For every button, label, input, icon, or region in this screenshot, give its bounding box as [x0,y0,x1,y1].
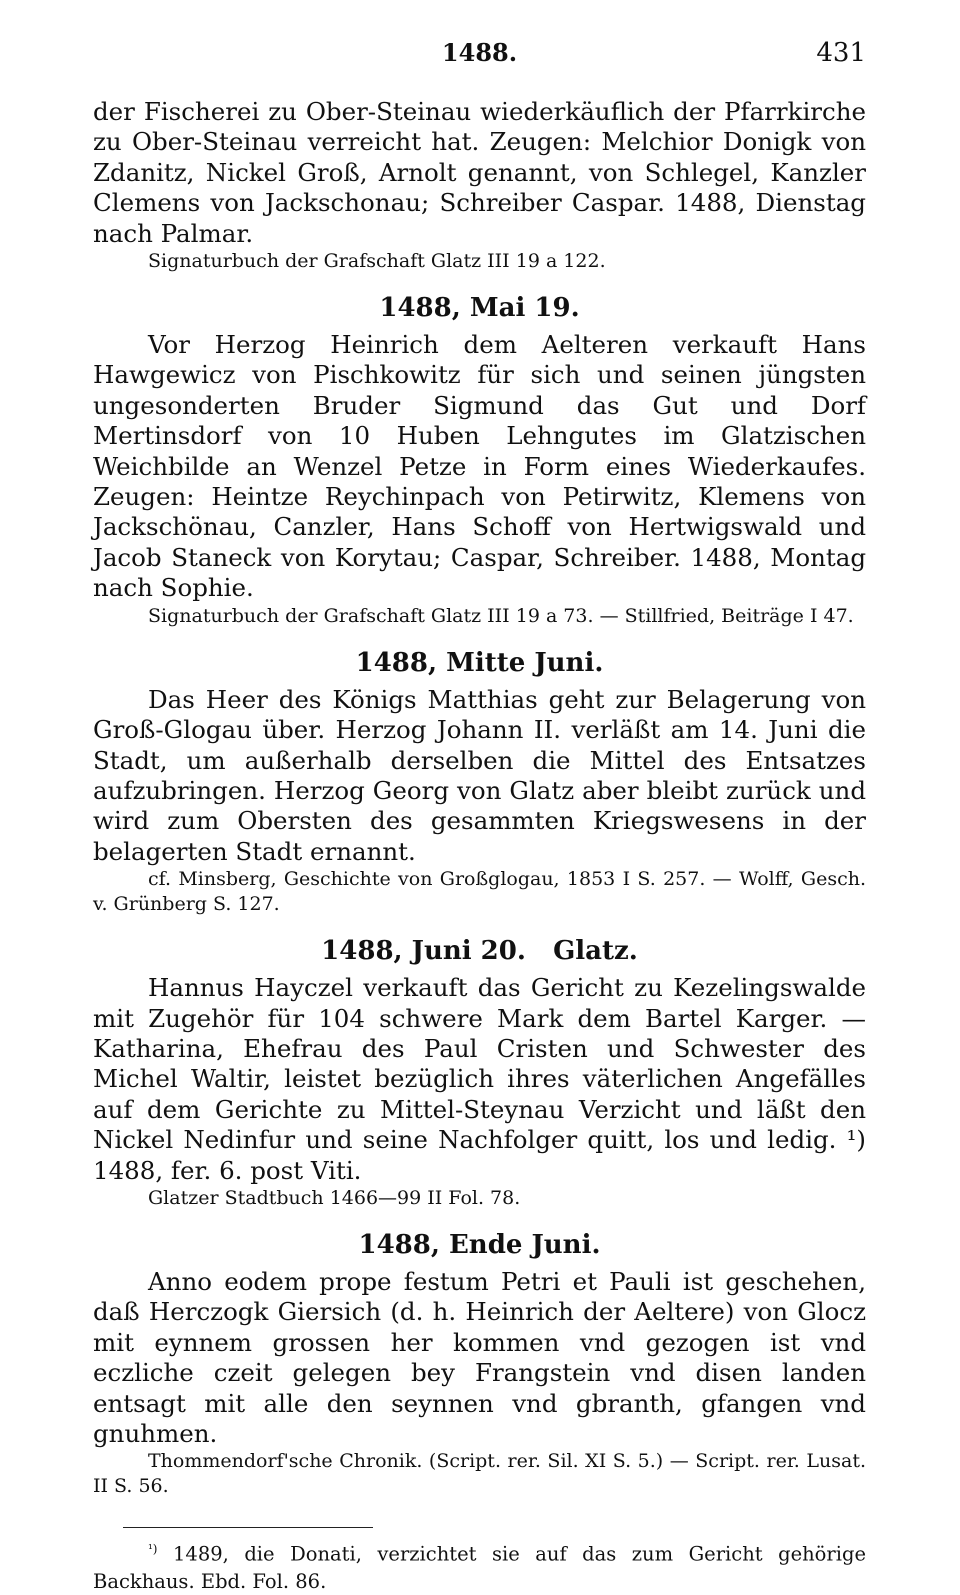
page-number: 431 [816,38,866,68]
entry-source: Thommendorf'sche Chronik. (Script. rer. Sil. XI S. 5.) — Script. rer. Lusat. II S. 56. [93,1450,866,1498]
footnote-marker: ¹) [148,1542,158,1557]
footnote-rule [123,1527,373,1528]
running-head-year: 1488. [441,38,518,67]
entry-text: Anno eodem prope festum Petri et Pauli ist geschehen, daß Herczogk Giersich (d. h. Heinrich der Aeltere) von Glocz mit eynnem grossen her kommen vnd gezogen ist vnd eczliche czeit gelegen bey Frangstein vnd disen landen entsagt mit alle den seynnen vnd gbranth, gfangen vnd gnuhmen. [93,1266,866,1448]
entry-heading: 1488, Ende Juni. [358,1229,601,1260]
entry-source: cf. Minsberg, Geschichte von Großglogau, 1853 I S. 257. — Wolff, Gesch. v. Grünberg S. 127. [93,868,866,916]
entry-text: Das Heer des Königs Matthias geht zur Belagerung von Groß-Glogau über. Herzog Johann II. verläßt am 14. Juni die Stadt, um außerhalb derselben die Mittel des Entsatzes aufzubringen. Herzog Georg von Glatz aber bleibt zurück und wird zum Obersten des gesammten Kriegswesens in der belagerten Stadt ernannt. [93,684,866,866]
entry-heading: 1488, Mai 19. [379,293,580,324]
entry-source: Signaturbuch der Grafschaft Glatz III 19 a 73. — Stillfried, Beiträge I 47. [148,604,854,627]
entry-heading: 1488, Mitte Juni. [355,647,604,678]
entry-text: Hannus Hayczel verkauft das Gericht zu Kezelingswalde mit Zugehör für 104 schwere Mark dem Bartel Karger. — Katharina, Ehefrau des Paul Cristen und Schwester des Michel Waltir, leistet bezüglich ihres väterlichen Angefälles auf dem Gerichte zu Mittel-Steynau Verzicht und läßt den Nickel Nedinfur und seine Nachfolger quitt, los und ledig. ¹) 1488, fer. 6. post Viti. [93,973,866,1185]
footnote-text: 1489, die Donati, verzichtet sie auf das zum Gericht gehörige Backhaus. Ebd. Fol. 86. [93,1542,866,1593]
entry-source: Signaturbuch der Grafschaft Glatz III 19 a 122. [148,250,606,273]
entry-text: Vor Herzog Heinrich dem Aelteren verkauft Hans Hawgewicz von Pischkowitz für sich und seinen jüngsten ungesonderten Bruder Sigmund das Gut und Dorf Mertinsdorf von 10 Huben Lehngutes im Glatzischen Weichbilde an Wenzel Petze in Form eines Wiederkaufes. Zeugen: Heintze Reychinpach von Petirwitz, Klemens von Jackschönau, Canzler, Hans Schoff von Hertwigswald und Jacob Staneck von Korytau; Caspar, Schreiber. 1488, Montag nach Sophie. [93,330,866,603]
entry-text: der Fischerei zu Ober-Steinau wiederkäuflich der Pfarrkirche zu Ober-Steinau verreicht hat. Zeugen: Melchior Donigk von Zdanitz, Nickel Groß, Arnolt genannt, von Schlegel, Kanzler Clemens von Jackschonau; Schreiber Caspar. 1488, Dienstag nach Palmar. [93,97,866,248]
running-head [93,32,866,72]
entry-source: Glatzer Stadtbuch 1466—99 II Fol. 78. [148,1186,521,1209]
entry-heading: 1488, Juni 20. Glatz. [321,936,638,967]
footnote [93,1536,866,1595]
